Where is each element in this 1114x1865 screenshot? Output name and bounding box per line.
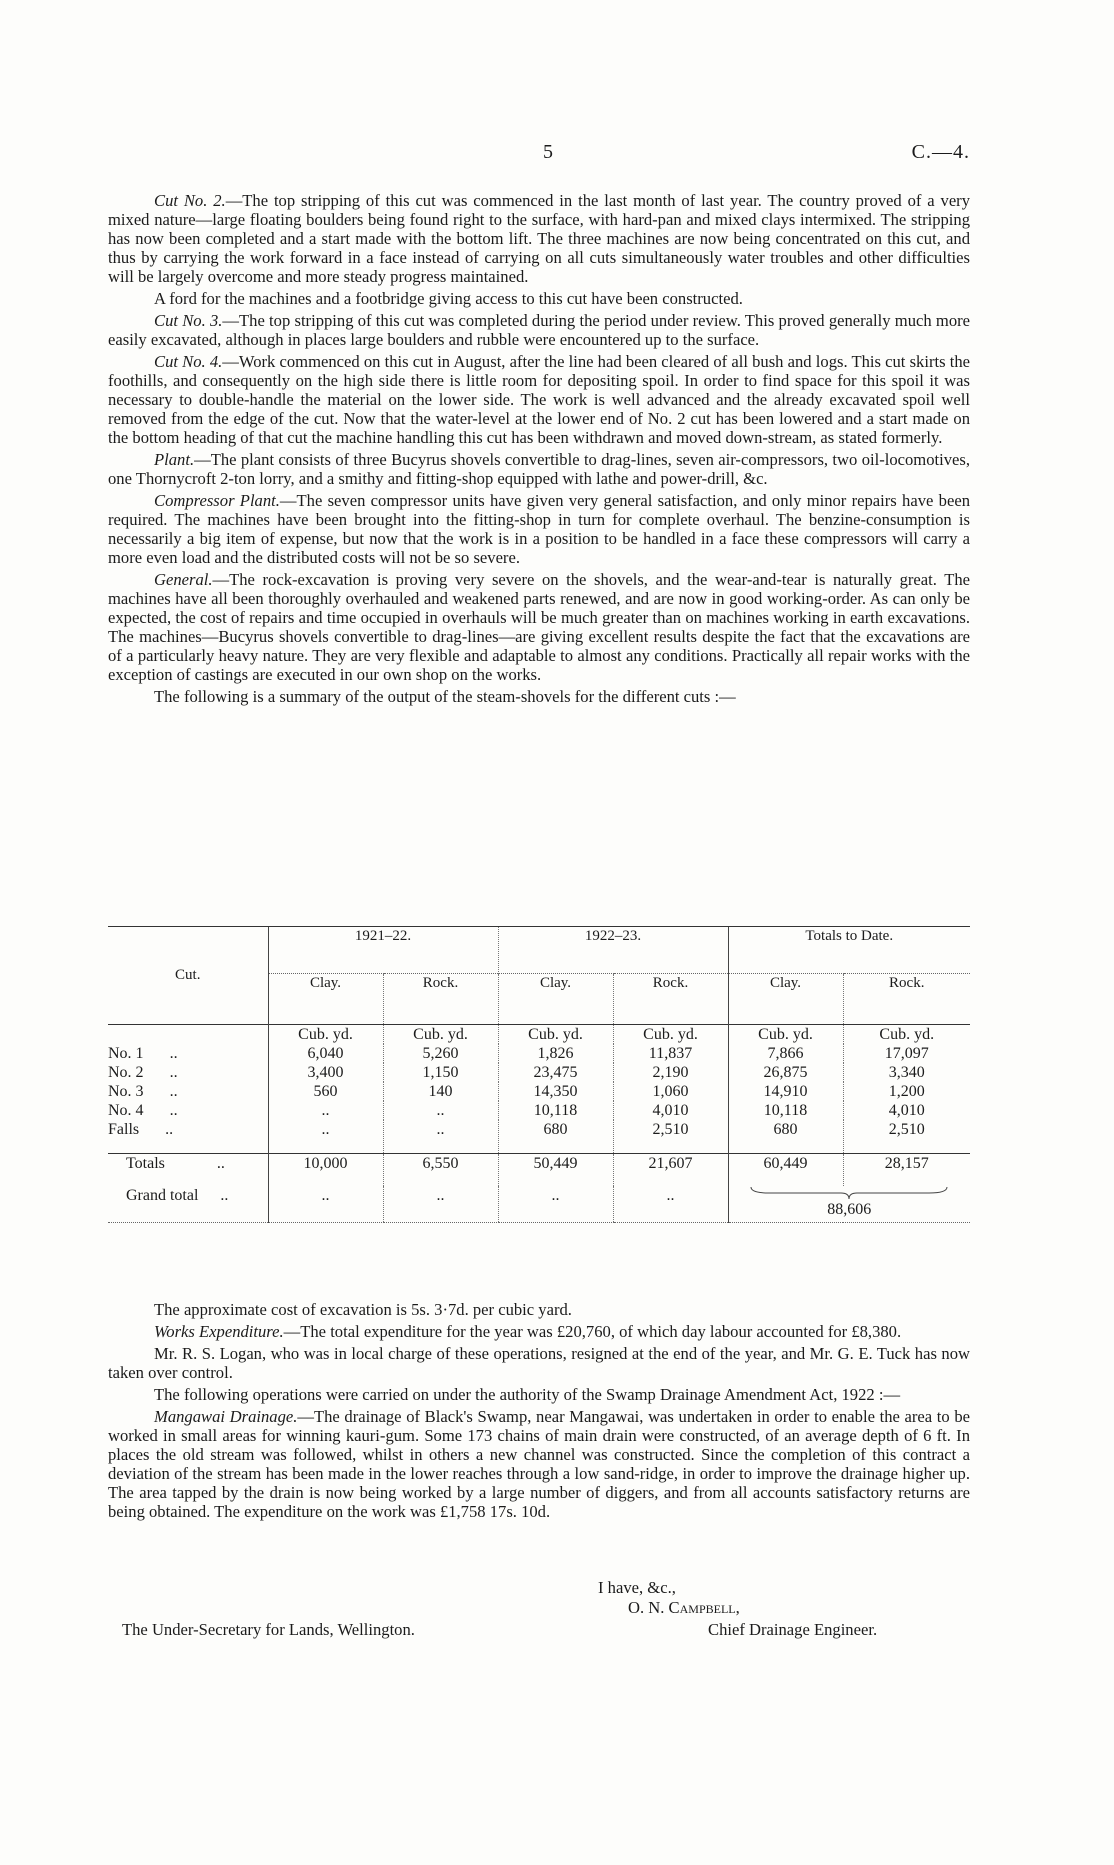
unit-label: Cub. yd. (613, 1025, 728, 1045)
body-text-bottom (108, 1300, 970, 1524)
header-totals-to-date: Totals to Date. (728, 927, 970, 974)
cell-value: 1,200 (843, 1082, 970, 1101)
paragraph: Works Expenditure.—The total expenditure for the year was £20,760, of which day labour accounted for £8,380. (154, 1322, 902, 1341)
cell-value: .. (383, 1120, 498, 1154)
cell-value: 17,097 (843, 1044, 970, 1063)
cell-value: 680 (728, 1120, 843, 1154)
cell-value: 4,010 (613, 1101, 728, 1120)
cell-value: 6,040 (268, 1044, 383, 1063)
header-clay: Clay. (728, 974, 843, 1025)
header-rock: Rock. (383, 974, 498, 1025)
header-clay: Clay. (498, 974, 613, 1025)
grand-total-cell: .. (383, 1186, 498, 1223)
total-value: 50,449 (498, 1154, 613, 1187)
closing: I have, &c., (598, 1578, 676, 1597)
table-row: No. 3 .. 560 140 14,350 1,060 14,910 1,200 (108, 1082, 970, 1101)
cell-value: 560 (268, 1082, 383, 1101)
brace-icon (749, 1186, 949, 1200)
total-value: 28,157 (843, 1154, 970, 1187)
paragraph: General.—The rock-excavation is proving very severe on the shovels, and the wear-and-tear is naturally great. The machines have all been thoroughly overhauled and weakened parts renewed, and are now in good working-order. As can only be expected, the cost of repairs and time occupied in overhauls will be much greater than on machines working in earth excavations. The machines—Bucyrus shovels convertible to drag-lines—are giving excellent results despite the fact that the excavations are of a particularly heavy nature. They are very flexible and adaptable to almost any conditions. Practically all repair works with the exception of castings are executed in our own shop on the works. (108, 570, 970, 684)
header-period-1921: 1921–22. (268, 927, 498, 974)
paragraph: Compressor Plant.—The seven compressor units have given very general satisfaction, and only minor repairs have been required. The machines have been brought into the fitting-shop in turn for complete overhaul. The benzine-consumption is necessarily a big item of expense, but now that the work is in a position to be handled in a face these compressors will carry a more even load and the distributed costs will not be so severe. (108, 491, 970, 567)
header-rock: Rock. (613, 974, 728, 1025)
grand-total-cell: .. (613, 1186, 728, 1223)
unit-label: Cub. yd. (268, 1025, 383, 1045)
page-number: 5 (543, 141, 553, 163)
cell-value: 1,060 (613, 1082, 728, 1101)
table-row: No. 4 .. .. .. 10,118 4,010 10,118 4,010 (108, 1101, 970, 1120)
paragraph: Cut No. 4.—Work commenced on this cut in August, after the line had been cleared of all bush and logs. This cut skirts the foothills, and consequently on the high side there is little room for depositing spoil. In order to find space for this spoil it was necessary to double-handle the material on the lower side. The work is well advanced and the already excavated spoil well removed from the edge of the cut. Now that the water-level at the lower end of No. 2 cut has been lowered and a start made on the bottom heading of that cut the machine handling this cut has been withdrawn and moved down-stream, as stated formerly. (108, 352, 970, 447)
cell-value: 2,510 (843, 1120, 970, 1154)
row-label: No. 4 (108, 1102, 144, 1119)
paragraph-heading: Works Expenditure. (154, 1322, 284, 1341)
cell-value: 5,260 (383, 1044, 498, 1063)
cell-value: .. (268, 1101, 383, 1120)
total-value: 60,449 (728, 1154, 843, 1187)
cell-value: 2,190 (613, 1063, 728, 1082)
totals-label: Totals (126, 1155, 165, 1172)
total-value: 10,000 (268, 1154, 383, 1187)
paragraph: Cut No. 2.—The top stripping of this cut was commenced in the last month of last year. The country proved of a very mixed nature—large floating boulders being found right to the surface, with hard-pan and mixed clays intermixed. The stripping has now been completed and a start made with the bottom lift. The three machines are now being concentrated on this cut, and thus by carrying the work forward in a face instead of carrying on all cuts simultaneously water troubles and other difficulties will be largely overcome and more steady progress maintained. (108, 191, 971, 286)
paragraph: Mr. R. S. Logan, who was in local charge of these operations, resigned at the end of the year, and Mr. G. E. Tuck has now taken over control. (108, 1344, 970, 1382)
totals-row: Totals .. 10,000 6,550 50,449 21,607 60,449 28,157 (108, 1154, 970, 1187)
row-label: No. 1 (108, 1045, 144, 1062)
cell-value: 3,340 (843, 1063, 970, 1082)
cell-value: 11,837 (613, 1044, 728, 1063)
cell-value: 3,400 (268, 1063, 383, 1082)
paragraph: The approximate cost of excavation is 5s. 3·7d. per cubic yard. (154, 1300, 572, 1319)
body-text-top (108, 191, 970, 709)
unit-label: Cub. yd. (728, 1025, 843, 1045)
table-intro: The following is a summary of the output of the steam-shovels for the different cuts :— (154, 687, 736, 706)
paragraph-heading: General. (154, 570, 213, 589)
unit-label: Cub. yd. (498, 1025, 613, 1045)
paragraph-heading: Cut No. 2. (154, 191, 226, 210)
cell-value: 140 (383, 1082, 498, 1101)
row-label: No. 3 (108, 1083, 144, 1100)
cell-value: .. (383, 1101, 498, 1120)
grand-total-combined (728, 1186, 970, 1223)
cell-value: 1,150 (383, 1063, 498, 1082)
unit-cell-blank (108, 1025, 268, 1045)
paragraph: Mangawai Drainage.—The drainage of Black's Swamp, near Mangawai, was undertaken in order to enable the area to be worked in small areas for winning kauri-gum. Some 173 chains of main drain were constructed, of an average depth of 6 ft. In places the old stream was followed, whilst in others a new channel was constructed. Since the completion of this contract a deviation of the stream has been made in the lower reaches through a low sand-ridge, in order to improve the drainage higher up. The area tapped by the drain is now being worked by a large number of diggers, and from all accounts satisfactory returns are being obtained. The expenditure on the work was £1,758 17s. 10d. (108, 1407, 970, 1521)
header-clay: Clay. (268, 974, 383, 1025)
header-cut: Cut. (108, 927, 268, 1025)
paragraph-heading: Cut No. 3. (154, 311, 223, 330)
cell-value: 23,475 (498, 1063, 613, 1082)
paragraph: A ford for the machines and a footbridge giving access to this cut have been constructed. (154, 289, 743, 308)
row-label: No. 2 (108, 1064, 144, 1081)
table-row: Falls .. .. .. 680 2,510 680 2,510 (108, 1120, 970, 1154)
cell-value: 26,875 (728, 1063, 843, 1082)
document-reference: C.—4. (911, 141, 970, 163)
paragraph-heading: Plant. (154, 450, 195, 469)
output-summary-table (108, 926, 970, 1223)
cell-value: 14,350 (498, 1082, 613, 1101)
unit-label: Cub. yd. (383, 1025, 498, 1045)
grand-total-value: 88,606 (827, 1201, 872, 1218)
paragraph: Plant.—The plant consists of three Bucyrus shovels convertible to drag-lines, seven air-compressors, two oil-locomotives, one Thornycroft 2-ton lorry, and a smithy and fitting-shop equipped with lathe and power-drill, &c. (108, 450, 970, 488)
cell-value: 2,510 (613, 1120, 728, 1154)
paragraph-heading: Cut No. 4. (154, 352, 223, 371)
signatory-title: Chief Drainage Engineer. (708, 1620, 878, 1639)
cell-value: .. (268, 1120, 383, 1154)
signature-block (108, 1578, 970, 1668)
paragraph: Cut No. 3.—The top stripping of this cut was completed during the period under review. This proved generally much more easily excavated, although in places large boulders and rubble were encountered up to the surface. (108, 311, 971, 349)
signatory-name: O. N. Campbell, (628, 1598, 740, 1617)
cell-value: 7,866 (728, 1044, 843, 1063)
cell-value: 10,118 (498, 1101, 613, 1120)
page-header (108, 143, 970, 169)
header-period-1922: 1922–23. (498, 927, 728, 974)
paragraph-heading: Compressor Plant. (154, 491, 280, 510)
cell-value: 680 (498, 1120, 613, 1154)
total-value: 6,550 (383, 1154, 498, 1187)
grand-total-row: Grand total .. .. .. .. .. 88,606 (108, 1186, 970, 1223)
grand-total-cell: .. (498, 1186, 613, 1223)
total-value: 21,607 (613, 1154, 728, 1187)
cell-value: 14,910 (728, 1082, 843, 1101)
cell-value: 1,826 (498, 1044, 613, 1063)
cell-value: 10,118 (728, 1101, 843, 1120)
grand-total-cell: .. (268, 1186, 383, 1223)
table-row: No. 2 .. 3,400 1,150 23,475 2,190 26,875 3,340 (108, 1063, 970, 1082)
table-row: No. 1 .. 6,040 5,260 1,826 11,837 7,866 17,097 (108, 1044, 970, 1063)
cell-value: 4,010 (843, 1101, 970, 1120)
paragraph: The following operations were carried on under the authority of the Swamp Drainage Amendment Act, 1922 :— (154, 1385, 901, 1404)
row-label: Falls (108, 1121, 140, 1138)
header-rock: Rock. (843, 974, 970, 1025)
unit-label: Cub. yd. (843, 1025, 970, 1045)
paragraph-heading: Mangawai Drainage. (154, 1407, 298, 1426)
grand-total-label: Grand total (126, 1187, 199, 1204)
addressee: The Under-Secretary for Lands, Wellington. (122, 1620, 415, 1639)
